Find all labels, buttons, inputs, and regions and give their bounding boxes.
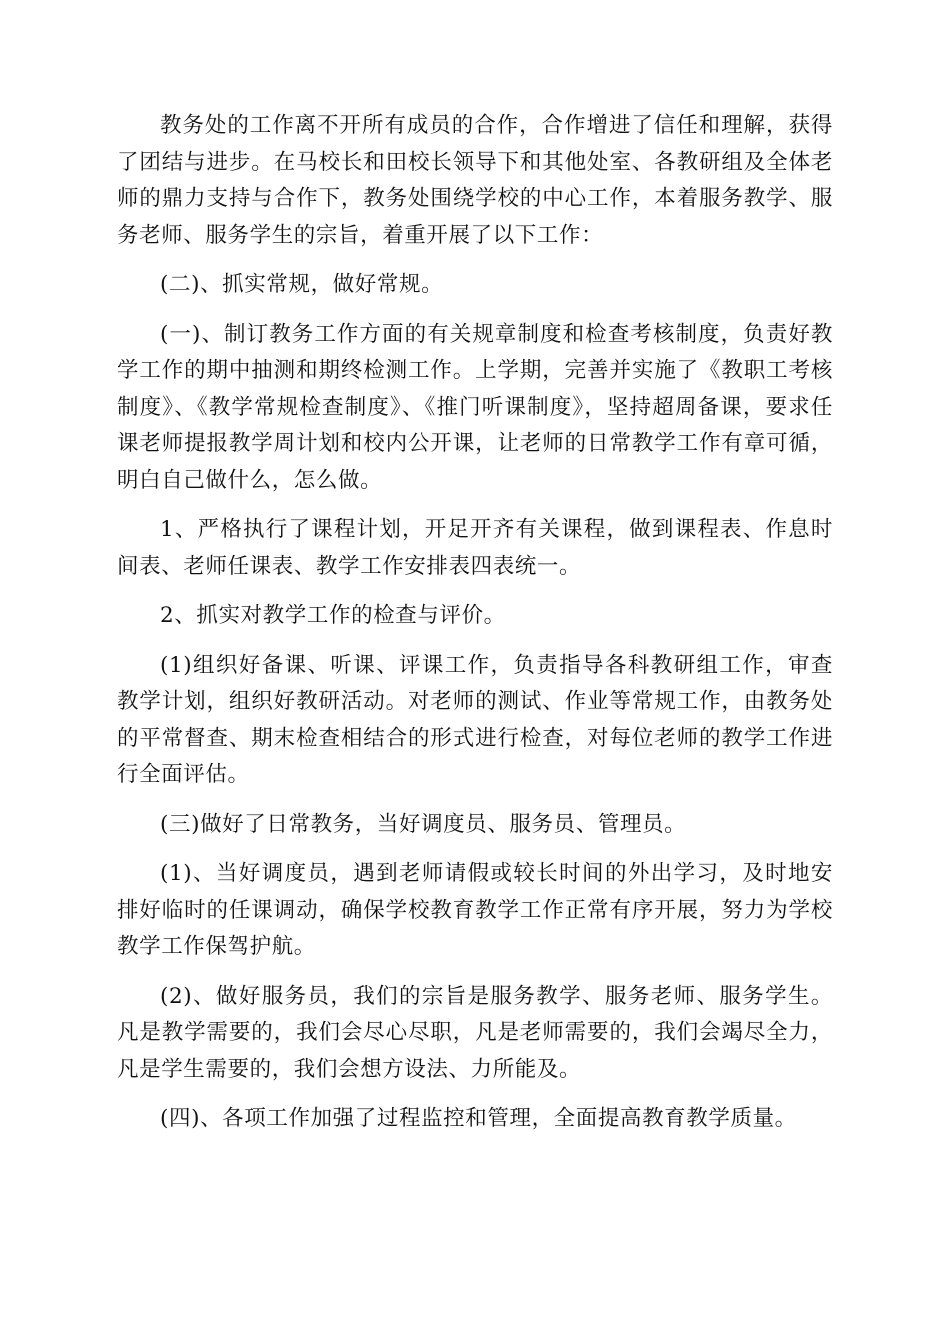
- list-item-2: 2、抓实对教学工作的检查与评价。: [160, 603, 506, 628]
- paragraph-dispatcher: (1)、当好调度员，遇到老师请假或较长时间的外出学习，及时地安排好临时的任课调动，确保学校教育教学工作正常有序开展，努力为学校教学工作保驾护航。: [117, 861, 833, 959]
- section-heading-3: (三)做好了日常教务，当好调度员、服务员、管理员。: [160, 811, 687, 837]
- paragraph-sub-1: (1)组织好备课、听课、评课工作，负责指导各科教研组工作，审查教学计划，组织好教研活动。对老师的测试、作业等常规工作，由教务处的平常督查、期末检查相结合的形式进行检查，对每位老师的教学工作进行全面评估。: [117, 652, 833, 787]
- paragraph-service: (2)、做好服务员，我们的宗旨是服务教学、服务老师、服务学生。凡是教学需要的，我们会尽心尽职，凡是老师需要的，我们会竭尽全力，凡是学生需要的，我们会想方设法、力所能及。: [117, 983, 833, 1082]
- list-item-1: 1、严格执行了课程计划，开足开齐有关课程，做到课程表、作息时间表、老师任课表、教学工作安排表四表统一。: [117, 517, 833, 579]
- paragraph-intro: 教务处的工作离不开所有成员的合作，合作增进了信任和理解，获得了团结与进步。在马校长和田校长领导下和其他处室、各教研组及全体老师的鼎力支持与合作下，教务处围绕学校的中心工作，本着服务教学、服务老师、服务学生的宗旨，着重开展了以下工作：: [117, 113, 833, 248]
- section-heading-2: (二)、抓实常规，做好常规。: [160, 272, 444, 297]
- document-page: [117, 108, 833, 1151]
- section-heading-4: (四)、各项工作加强了过程监控和管理，全面提高教育教学质量。: [160, 1106, 797, 1131]
- paragraph-rules: (一)、制订教务工作方面的有关规章制度和检查考核制度，负责好教学工作的期中抽测和期终检测工作。上学期，完善并实施了《教职工考核制度》、《教学常规检查制度》、《推门听课制度》，坚持超周备课，要求任课老师提报教学周计划和校内公开课，让老师的日常教学工作有章可循，明白自己做什么，怎么做。: [117, 321, 833, 493]
